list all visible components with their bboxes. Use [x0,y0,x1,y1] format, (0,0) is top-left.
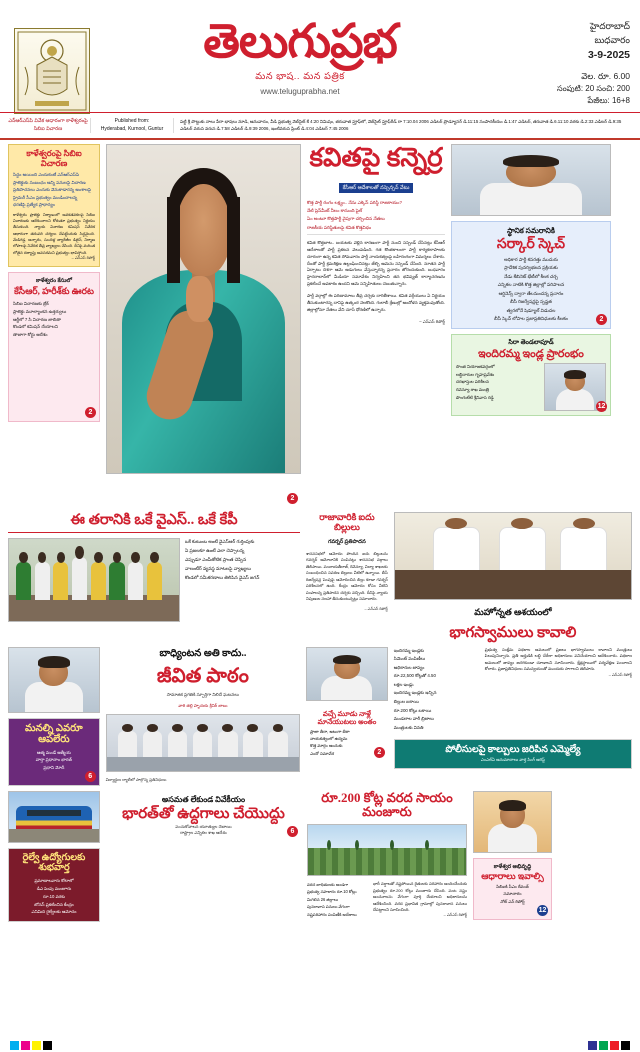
klast-headline: ఆధారాలు ఇవాల్సి [481,870,544,881]
page-badge[interactable]: 2 [596,314,607,325]
left-rail [8,144,100,507]
bullet: రెవెన్యూ శాఖ మంత్రి [456,387,489,393]
bullet: రూ.200 కోట్లు బకాయి [393,707,432,713]
bullet: ఆర్జీలో 7 సి విచారణ జాబితా [13,316,62,322]
lead-story-column [307,144,445,507]
floods-bullets [307,881,369,919]
mahatma-headline: భాగస్వాములు కావాలి [449,625,577,641]
lead-credit: – ఎన్‌ఎస్‌ రిపోర్ట్ [419,319,445,325]
cover-price: వెల. రూ. 6.00 [581,70,630,81]
imprint-right-text: డి.11:15 సంపాదకీయం డి.1:47 ఎడిటర్, తరువాత డి.6.11:10 వరకు డి.2:33 ఎడిటర్ డి.9:35 ఎడిటర్ వరుస వరుస డి.7:58 ఎడిటర్ డి.9:39 2006, ఇంటివరుస ప్రింట్ డి.4:04 ఎడిటర్ 7:45 2006 [180,118,622,131]
photo-assembly-dais [394,512,632,600]
photo-ysrcp-leaders [8,538,180,622]
bullet: మిగిలిన 26 జిల్లాలు [307,896,339,902]
bullet: మంత్రులకు వినతి [393,724,424,730]
floods-block [307,791,467,922]
photo-pm-modi [8,647,100,713]
imprint-mid-text: పట్టి శ్రీ పొట్టుకు నాలు పేరా భాషలు నూడి, అనువాదం, వీడి ప్రభుత్వ వెబ్‌సైట్ కే 4:20 నిమిషం, తరువాత ప్రూఫ్‌లో, వెబ్‌సైట్ ప్రూఫ్‌రీడ్ రా 7:10.04 2006 ఎడిటర్ ప్రొడ్యూసర్ [180,118,462,124]
bullet: ఎనిమిది రైల్వేలకు ఆమోదం [31,909,77,915]
swatch-black-2-icon [621,1041,630,1050]
life-lesson-block [106,647,300,786]
lead-photo-column [106,144,301,507]
swatch-black-icon [43,1041,52,1050]
lead-body-1: కవిత కొత్తబాట.. బయటకు వెళ్లిన కారణంగా పార్టీ నుంచి సస్పెండ్ చేసినట్లు కేసీఆర్ ఆదేశాలతో పార్టీ ప్రకటన వెలువడింది. గత కొంతకాలంగా పార్టీ కార్యకలాపాలకు దూరంగా ఉన్న కవిత సోమవారం పార్టీ నాయకత్వంపై బహిరంగంగా విమర్శలు చేశారు. దీంతో పార్టీ క్రమశిక్షణ ఉల్లంఘించినట్లు తేల్చి ఆమెను సస్పెండ్ చేసింది. నూతన పార్టీ ఏర్పాటు దిశగా ఆమె అడుగులు వేస్తున్నారన్న ప్రచారం జోరందుకుంది. బుధవారం హైదరాబాద్‌లో మీడియా సమావేశం నిర్వహించి తన భవిష్యత్ కార్యాచరణను ప్రకటించే అవకాశం ఉందని ఆమె సన్నిహితులు చెబుతున్నారు. [307,239,445,287]
bills-headline: రాజావారికి ఐదు బిల్లులు [319,512,375,533]
floods-content [307,881,467,919]
row-third [8,647,632,786]
bullet: ఆత్మ మండే ఆత్మీయ [36,749,71,755]
photo-march-caption: విద్యార్థుల ర్యాలీలో పాల్గొన్న ప్రతినిధులు [105,777,167,783]
bullet: ప్రమాణాలవారు కోటాలో [34,878,74,884]
life-subhead-2: వారి తల్లి హృదయ శ్రీనిర్ బాబు [178,703,228,709]
bullet: సిమెంట్ పంపిణీలు [393,656,426,662]
railway-block [8,791,100,922]
floods-credit: – ఎన్‌ఎస్ రిపోర్ట్ [443,913,467,918]
bullet: బిల్లుల బకాయి [393,698,419,704]
bullet: కొండలో సమీకరణాలు తెలిపిన వైఎస్ జగన్ [185,574,260,580]
bills-subhead: గవర్నర్ ప్రతిపాదన [328,538,366,545]
masthead-imprint-strip [0,112,640,138]
edition-city: హైదరాబాద్ [589,21,630,31]
right-story2-bullets [456,363,540,411]
right-story-bullets [456,256,606,324]
bullet: బీసీ రిజర్వేషన్లపై స్పష్టత [510,299,552,305]
bullet: సిబిఐ విచారణకు బ్రేక్ [13,301,49,307]
bharat-sub-1: పంచుకోవాలన యూత్యుల చెబాయి [175,823,232,829]
right-rail [451,144,611,507]
right-story-headline: సర్కార్ స్కెచ్ [496,237,566,252]
bullet: నాయకత్వంలో ఉద్యమ [310,735,348,741]
bullet: ఇందిరమ్మ ఇండ్లకు [393,647,424,653]
bullet: ఒకే కుటుంబ అంటే వైఎస్‌ఆర్ గుర్తింపుకు [185,539,255,544]
page-badge[interactable]: 6 [85,771,96,782]
volume-issue: సంపుటి: 20 సంచి: 200 [557,83,630,93]
ysrcp-bullets [185,538,300,622]
masthead [0,0,640,140]
content-grid [0,140,640,926]
bullet: ప్రతిపాదనలు ఎందుకు వెనుకాడారన్న అంశాలపై [13,187,92,193]
bullet: సిద్ధం అయింది ఎందుకంటే ఎన్‌ఆర్‌ఎస్‌పి [13,172,80,178]
left-story-headline: కాళేశ్వరంపై సిబిఐ విచారణ [26,149,82,168]
modi-block [8,647,100,786]
row-fourth [8,791,632,922]
bullet: ప్రాదేశిక పునర్విభజన ప్రక్రియకు [504,265,558,271]
bullet: త్వరలోనే షెడ్యూల్ విడుదల [506,307,556,313]
police-story[interactable] [394,739,632,768]
mahatma-body: ప్రభుత్వ సంక్షేమ పథకాల అమలులో ప్రజలు భాగస్వాములు కావాలని మంత్రులు పిలుపునిచ్చారు. ప్రతి అర్హుడికి లబ్ధి చేరేలా అధికారులు పనిచేయాలని ఆదేశించారు. పథకాల అమలులో జాప్యం జరగకుండా చూడాలని సూచించారు. క్షేత్రస్థాయిలో పర్యవేక్షణ పెంచాలని కోరారు. ప్రజాప్రతినిధులు సమన్వయంతో ముందుకు సాగాలని తెలిపారు. [484,646,633,672]
edition-date: 3-9-2025 [587,49,630,61]
paper-website[interactable]: www.teluguprabha.net [260,87,340,97]
assembly-block [394,512,632,642]
photo-cm-revanth [451,144,611,216]
bullet: రూ.22,500 కోట్లతో 4.50 [393,673,436,679]
railway-headline: రైల్వే ఉద్యోగులకు శుభవార్త [22,852,86,874]
photo-flooded-field [307,824,467,876]
bullet: ప్రాజెక్టు మూల్యాంకన ఉత్తర్వులు [13,308,67,314]
bullet: మండలాల వారీ బ్రిజాలు [393,716,434,722]
bullet: రూ.10 వరకు [43,893,65,899]
floods-headline: రూ.200 కోట్ల వరద సాయం మంజూరు [321,789,453,819]
row-second [8,512,632,642]
page-badge[interactable]: 6 [287,826,298,837]
left-story-body: కాళేశ్వరం ప్రాజెక్టు నిర్మాణంలో అవకతవకలపై సిబిఐ విచారణకు ఆదేశించాలని కోరుతూ ప్రభుత్వం నిర్ణయం తీసుకుంది. న్యాయ విచారణ కమిషన్ నివేదిక ఆధారంగా తదుపరి చర్యలు చేపట్టేందుకు సిద్ధమైంది. మేడిగడ్డ, అన్నారం, సుందిళ్ల బ్యారేజీల డిజైన్, నిర్మాణ లోపాలపై నివేదిక తీవ్ర వ్యాఖ్యలు చేసింది. దీనిపై మరింత లోతైన దర్యాప్తు అవసరమని ప్రభుత్వం భావిస్తోంది. [13,211,95,255]
bills-column [306,512,388,642]
lead-photo-caption-area [106,479,301,507]
bullet: ఏ ప్రజలకూ ఉంటే ఎలా చెప్పాలన్న [185,547,245,553]
klast-bullets [478,883,547,906]
center-bottom-block [306,647,388,786]
floods-body: భారీ వర్షాలతో నష్టపోయిన రైతులకు పరిహారం అందించేందుకు ప్రభుత్వం రూ.200 కోట్లు మంజూరు చేసింది. పంట నష్టం అంచనాలను వేగంగా పూర్తి చేయాలని అధికారులను ఆదేశించింది. వరద ప్రభావిత గ్రామాల్లో పునరావాస పనులు చేపట్టాలని సూచించింది. [373,881,467,912]
bullet: ఇందిరమ్మ ఇండ్లకు ఇచ్చిన [393,690,437,696]
masthead-title-block [110,18,490,96]
right-rail-story-indiramma[interactable] [451,334,611,416]
page-badge[interactable]: 12 [597,402,606,410]
kaleshwaram-last-story[interactable] [473,858,552,920]
bullet: నేడు కేబినెట్ భేటీలో కీలక చర్చ [504,273,558,279]
bullet: కొత్త మార్గం అందుకు [310,743,343,749]
center-bottom-bullets [310,728,384,757]
bullet: లక్షల ఇండ్లు [393,681,414,687]
bharat-kicker: అసమత లేకుండ వివేకీయం [161,794,246,804]
print-registration-bar [0,1038,640,1052]
bharat-block [106,791,301,922]
swatch-green-icon [599,1041,608,1050]
bullet: సమాచారం [503,891,522,897]
bullet: కొత్త పార్టీ రంగం లక్ష్యం.. నేను ఎక్కెస్ పరిస్థి రాజకాయం? [307,200,402,206]
left-rail-story-cbi[interactable] [8,144,100,267]
stats-row [394,647,632,733]
bullet: కొండలో కమిషన్ చేయాలని [13,324,58,330]
indiramma-stats-block [394,647,632,786]
bullet: లబ్ధిదారుల గృహప్రవేశం [456,371,495,377]
bills-credit: – ఎన్‌ఎస్ రిపోర్ట్ [364,607,388,612]
floods-text-wrap [373,881,467,919]
photo-student-march [106,714,300,772]
swatch-magenta-icon [21,1041,30,1050]
life-subhead: సామాజిక ప్రగతికి స్ఫూర్తిగా నిలిచే ఘటనలు [166,691,239,697]
bullet: ఏం అంటూ కొత్తపార్టీ వైపుగా చర్చించిన నేతలు [307,216,385,222]
left-story2-headline: కేసీఆర్, హరీశ్‌కు ఊరట [14,285,94,296]
bullet: ఎందో సమావేశ [310,750,334,756]
bullet: ప్రాజా తీరా, అటుగా తీరా [310,728,350,734]
bullet: వరద బాధితులకు అండగా [307,882,348,888]
right-rail-story-local-polls[interactable] [451,221,611,329]
government-crest-icon [14,28,90,114]
bullet: అధికార పార్టీ కసరత్తు ముదురు [503,256,559,262]
right-story2-kicker: సిరా తెండలాపూడ్ [508,338,554,346]
lead-body-2: పార్టీ వర్గాల్లో ఈ పరిణామాలు తీవ్ర చర్చకు దారితీశాయి. కవిత వర్గీయులు ఏ నిర్ణయం తీసుకుంటారన్న దానిపై ఉత్కంఠ నెలకొంది. గులాబీ శ్రేణుల్లో ఆందోళన వ్యక్తమవుతోంది. జిల్లాల్లోనూ నేతలు వేచి చూసే ధోరణిలో ఉన్నారు. [307,293,445,313]
bullet: ఆర్డినెన్స్ ద్వారా తేలనుందన్న ప్రచారం [498,290,564,296]
bullet: డిఎ పెంపు మంజూరు [36,886,72,892]
swatch-cyan-icon [10,1041,19,1050]
swatch-blue-icon [588,1041,597,1050]
lead-bullets [307,199,445,234]
ysrcp-block [8,512,300,642]
stats-bullets [394,647,480,733]
swatch-yellow-icon [32,1041,41,1050]
left-story2-kicker: కాళేశ్వరం కేసులో [35,277,73,284]
bullet: నష్టపరిహారం పంపిణీకి ఆదేశాలు [307,911,357,917]
imprint-fine-print [174,119,634,133]
bullet: ప్రైమరీ సీఎం ప్రభుత్వం మండించాలన్న [13,194,78,200]
bullet: ధరణిపై ప్రత్యేక ప్రాధాన్యం [13,202,55,208]
paper-title: తెలుగుప్రభ [203,16,397,68]
modi-story[interactable] [8,718,100,786]
police-subhead: ఎంఎల్ఏ అనుమానాలు వార్త సింగ్ అరెస్ట్ [480,757,545,763]
swatch-red-icon [610,1041,619,1050]
bullet: పొంగులేటి శ్రీనివాస రెడ్డి [456,394,494,400]
bharat-story[interactable] [106,791,301,841]
photo-leader-speaking [306,647,388,701]
bullet: రాజకీయ పరిస్థితులపై కవిత కొత్తవిధం [307,224,372,230]
klast-kicker: కాళేశ్వర అభివృద్ధి [493,863,532,870]
police-headline: పోలీసులపై కాల్పులు జరిపిన ఎమ్మెల్యే [445,745,581,756]
bullet: పునరావాస పనులు వేగంగా [307,904,350,910]
lead-subhead: కేసీఆర్ ఆదేశాలతో నస్సెన్సన్ వేటు [339,183,414,193]
photo-train [8,791,100,843]
left-story2-bullets [13,300,95,339]
mahatma-credit: – ఎన్‌ఎస్ రిపోర్ట్ [608,673,633,677]
modi-headline: మనల్ని ఎవరూ ఆపలేరు [24,722,83,745]
life-kicker: బాధ్యింటన అతి కాదు.. [159,647,247,659]
bullet: దరఖాస్తుల పరిశీలన [456,379,489,385]
left-story-credit: – ఎన్‌ఎస్ రిపోర్ట్ [71,256,95,261]
bullet: ఎన్నికల నాటికి కొత్త జిల్లాల్లో పరిపాలన [497,282,565,288]
lead-photo-kavitha [106,144,301,474]
page-badge[interactable]: 2 [287,493,298,504]
lead-subhead-wrap [307,176,445,194]
bullet: ఎప్పుడూ ఎంపీతోటిక ప్రాంత చెప్పిన [185,556,247,562]
photo-leader-flag [473,791,552,853]
bullet: సిబిఐకి సీఎం రేవంత్ [496,883,529,889]
row-lead [8,144,632,507]
imprint-headline: ఎన్‌ఆర్‌ఎస్‌పి వివేక ఆధారంగా కాళేశ్వరంపై సిబిఐ విచారణ [8,118,88,132]
bharat-sub-2: రాష్ట్రాల ఎన్నికల శాఖ ఆదేశం [180,829,227,835]
bullet: ప్రాజెక్టుకు సంబంధం అన్ని పనులపై విచారణ [13,179,86,185]
right-story2-headline: ఇందిరమ్మ ఇండ్ల ప్రారంభం [478,347,584,360]
kaleshwaram-last-block [473,791,552,922]
mahatma-text-wrap [485,647,632,733]
ysrcp-content [8,538,300,622]
bharat-headline: భారత్‌తో ఉద్దగాలు చేయొద్దు [122,805,285,822]
bullet: వార్తా ప్రధానాం భారత్ [35,757,72,763]
bullet: బీసీ స్కెచ్ లోపాల ప్రజాప్రతినిధులకు కీలకం [494,316,568,322]
bills-body: శాసనసభలో ఆమోదం పొందిన ఐదు బిల్లులను గవర్నర్ ఆమోదానికి పంపినట్లు శాసనసభ వర్గాలు తెలిపాయి. పంచాయతీరాజ్, రెవెన్యూ, విద్యా శాఖలకు సంబంధించిన సవరణ బిల్లులు వీటిలో ఉన్నాయి. బీసీ రిజర్వేషన్ల పెంపుపై ఆమోదించిన బిల్లు కూడా గవర్నర్ పరిశీలనలో ఉంది. కేంద్రం ఆమోదం కోసం వీటిని పంపాలన్న ప్రతిపాదన చర్చకు వచ్చింది. దీనిపై న్యాయ నిపుణుల సలహా తీసుకుంటున్నట్లు సమాచారం. [306,550,388,601]
bullet: వాలంటీర్ వ్యవస్థ మాటలపై వ్యాఖ్యలు [185,565,252,571]
left-rail-story-kcr[interactable] [8,272,100,422]
railway-story[interactable] [8,848,100,922]
right-story2-content [456,363,606,411]
edition-day: బుధవారం [594,34,630,45]
left-story-bullets [13,171,95,208]
published-from-label: Published from: [114,118,150,124]
right-story-kicker: స్థానిక సమరానికి [507,226,555,235]
railway-bullets [13,877,95,916]
bullet: తాజాగా కోర్టు ఆదేశం [13,331,48,337]
page-badge[interactable]: 2 [374,747,385,758]
center-bottom-story[interactable] [306,706,388,761]
bullet: ప్రభుత్వ సహకారం రూ.10 కోట్లు [307,889,357,895]
lead-headline: కవితపై కన్నెర్ర [309,143,443,172]
bullet: నోట్ ఎన్‌ రిపోర్ట్ [500,898,525,904]
page-badge[interactable]: 12 [538,906,547,914]
page-count: పేజీలు: 16+8 [587,95,630,105]
published-from [90,118,174,133]
bullet: ప్రధాని మోదీ [43,765,65,771]
masthead-edition-info [510,20,630,107]
bullet: అధికారుల జాప్యం [393,664,425,670]
registration-right-group [588,1041,630,1050]
modi-bullets [13,749,95,773]
bullet: నేటి ప్రెస్‌మీట్ నీలం కానుంది ఫైల్ [307,208,363,214]
published-from-cities: Hyderabad, Kurnool, Guntur [100,125,164,132]
mahatma-kicker: మహోన్నత ఆశయంలో [474,607,552,617]
page-badge[interactable]: 2 [85,407,96,418]
ysrcp-headline: ఈ తరానికి ఒకే వైఎస్.. ఒకే కేపీ [8,512,300,533]
bullet: సొంత నియోజకవర్గంలో [456,363,495,369]
paper-tagline: మన భాష.. మన పత్రిక [255,71,345,83]
center-bottom-headline: వచ్చే మూడు నాళ్లే మానేయుటలు అంతం [317,709,377,726]
bullet: బోనస్ ప్రకటించిన కేంద్రం [34,901,74,907]
life-headline: జీవిత పాఠం [156,664,249,687]
